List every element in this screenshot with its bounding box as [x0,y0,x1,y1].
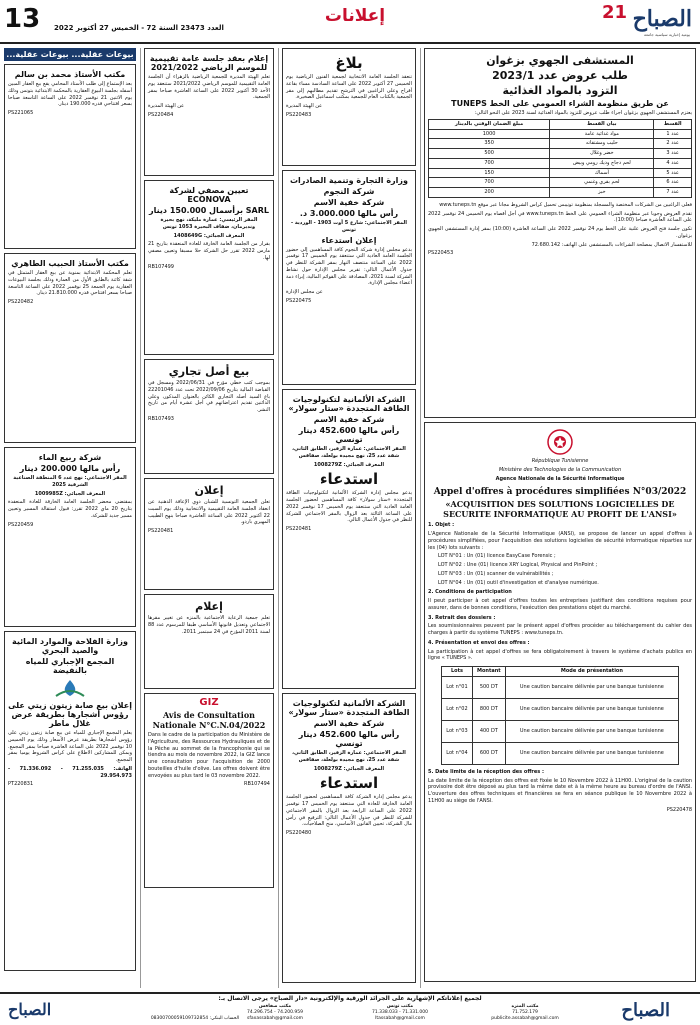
ad-reference: PS220484 [148,111,174,118]
ansi-subtitle: «ACQUISITION DES SOLUTIONS LOGICIELLES DE SECURITE INFORMATIQUE AU PROFIT DE L'ANSI» [443,499,677,520]
office-name: مكتب صفاقس [258,1004,292,1009]
ansi-header-line: République Tunisienne [531,458,589,464]
table-cell: Une caution bancaire délivrée par une banque tunisienne [505,742,678,764]
ad-paragraph: بقرار من الجلسة العامة الخارقة للعادة المنعقدة بتاريخ 21 مارس 2022 تقرر حل الشركة حلا مسبقا وتعيين مصفي لها. [148,241,270,261]
ad-heading: إعلان بيع صابة زيتون زيتي على رؤوس أشجارها بطريقة عرض غلال ماطر [8,701,132,728]
ad-title: إعلام بعقد جلسة عامة تقييمية للموسم الرياضي 2021/2022 [149,54,269,72]
ad-paragraph: La participation à cet appel d'offres se fera obligatoirement à travers le système d'achats publics en ligne « TUNEPS ». [428,648,692,662]
ad-capital: رأس مالها 3.000.000 د. [299,209,399,218]
giz-consultation-ad [144,693,274,888]
ad-paragraph: تقدم العروض وجوبا عبر منظومة الشراء العمومي على الخط www.tuneps.tn في أجل أقصاه يوم الخميس 24 نوفمبر 2022 على الساعة العاشرة صباحا (10:00). [428,210,692,224]
table-cell: 150 [429,168,550,178]
ad-form: شركة خفية الاسم [313,415,385,424]
lot-item: LOT N°04 : Un (01) outil d'investigation et d'analyse numérique. [438,579,599,586]
table-cell: 350 [429,139,550,149]
office-phone: 71.752.179 [512,1010,538,1016]
ad-tax-id: المعرف الجبائي: 1408649G [173,232,245,239]
ad-paragraph: بمقتضى محضر الجلسة العامة الخارقة للعادة المنعقدة بتاريخ 20 ماي 2022 تقرر: قبول استقالة المسير وتعيين مسير جديد للشركة. [8,499,133,519]
footer-bank: الحساب البنكي: 08300700059109732854 [150,1016,240,1021]
star-solar-ordinary-ad [282,389,416,689]
notice-title: بلاغ [335,54,363,72]
ad-heading: إعلان استدعاء [321,235,377,245]
table-cell: لحم دجاج وديك رومي وبيض [550,158,654,168]
ad-reference: PS220482 [8,299,34,305]
ad-title: التزود بالمواد الغذائية [502,84,618,97]
table-cell: خبز [550,188,654,198]
ad-title: تعيين مصفي لشركة ECONOVA [169,186,249,204]
page-footer [0,992,700,1025]
table-cell: Une caution bancaire délivrée par une banque tunisienne [505,720,678,742]
guarantee-table [441,666,679,765]
ad-reference: PS220478 [666,806,692,813]
table-row [429,158,692,168]
ad-paragraph: يدعو مجلس إدارة الشركة الألمانية لتكنولوجيات الطاقة المتجددة «ستار سولار» كافة المساهمين لحضور الجلسة العامة العادية التي ستنعقد يوم الخميس 17 نوفمبر 2022 على الساعة الثالثة بعد الزوال بالمقر الاجتماعي للشركة للنظر في جدول الأعمال التالي. [286,490,412,524]
table-row [429,168,692,178]
ad-reference: PS220483 [286,111,312,118]
ad-address: المقر الاجتماعي: شارع 5 أوت 1903 - الوردية - تونس [291,220,407,233]
ad-title: المستشفى الجهوي بزغوان [486,54,634,67]
ad-company: الشركة الألمانية لتكنولوجيات الطاقة المتجددة «ستار سولار» [288,699,410,717]
table-row [429,149,692,159]
ad-reference: RB107499 [148,263,174,270]
office-name: مكتب المنزه [511,1004,539,1009]
table-cell: Une caution bancaire délivrée par une banque tunisienne [505,676,678,698]
ad-address: المقر الاجتماعي: عمارة الزفير، الطابق الثاني، شقة عدد 25، نهج مجيدة بولعلة، صفاقس [292,750,406,763]
table-cell: 800 DT [472,698,505,720]
footer-office-tunis [345,1004,455,1022]
table-header: القسط [654,119,692,129]
ad-signature: عن مجلس الإدارة [286,289,323,295]
law-office: مكتب الأستاذ محمد بن سالم [14,70,126,79]
table-cell: عدد 5 [654,168,692,178]
ad-reference: PS221065 [8,110,34,116]
table-cell: 700 [429,178,550,188]
table-header: مبلغ الضمان الوقتي بالدينار [429,119,550,129]
ad-intro: يعتزم المستشفى الجهوي بزغوان اجراء طلب عروض للتزود بالمواد الغذائية لسنة 2023 على النحو التالي: [474,110,692,116]
issue-line: العدد 23473 السنة 72 - الخميس 27 أكتوبر 2022 [54,24,224,32]
table-cell: عدد 3 [654,149,692,159]
ad-paragraph: للاستفسار الاتصال بمصلحة الشراءات بالمستشفى على الهاتف: 72.680.142 [531,241,692,248]
social-association-notice [144,594,274,689]
ad-paragraph: تعلم الهيئة المديرة للجمعية الرياضية بالزهراء أن الجلسة العامة التقييمية للموسم الرياضي 2021/2022 ستنعقد يوم الأحد 30 أكتوبر 2022 على الساعة العاشرة صباحا بمقر الجمعية. [148,74,270,101]
table-cell: 500 [429,149,550,159]
ansi-header-line: Agence Nationale de la Sécurité Informatique [495,475,625,482]
ansi-header-line: Ministère des Technologies de la Communication [498,466,622,473]
section-heading: 2. Conditions de participation [428,589,512,596]
ad-paragraph: بموجب كتب خطي مؤرخ في 2022/06/31 ومسجل في القباضة المالية بتاريخ 2022/09/06 تحت عدد 22201046 باع السيد أصله التجاري الكائن بالعنوان المذكور، وعلى الدائنين تقديم اعتراضاتهم في أجل عشرة أيام من تاريخ النشر. [148,380,270,413]
table-row [429,188,692,198]
association-notice [282,48,416,166]
ad-signature: عن الهيئة المديرة [286,103,323,109]
column-left [4,48,136,988]
footer-logo: الصباح [621,1000,670,1021]
section-heading: 5. Date limite de la réception des offres : [428,768,544,775]
page-header [0,0,700,44]
lot-item: LOT N°03 : Un (01) scanner de vulnérabilités ; [438,570,554,577]
section-heading: 1. Objet : [428,522,455,529]
table-cell: Lot n°02 [442,698,473,720]
column-left-center [144,48,274,988]
footer-logo-left: الصباح [8,1000,52,1019]
ad-paragraph: يدعو مجلس إدارة الشركة كافة المساهمين لحضور الجلسة العامة الخارقة للعادة التي ستنعقد يوم الخميس 17 نوفمبر 2022 على الساعة الرابعة بعد الزوال بالمقر الاجتماعي للشركة للنظر في جدول الأعمال التالي: الترفيع في رأس مال الشركة، تحيين القانون الأساسي، منح الصلاحيات. [286,794,412,828]
table-row [429,139,692,149]
ad-address: المقر الرئيسي: عمارة مليكة، نهج بحيرة ونديرمان، ضفاف البحيرة 1053 تونس [160,217,258,230]
table-header: Mode de présentation [505,667,678,677]
ad-title: وزارة التجارة وتنمية الصادرات [290,176,408,185]
table-header: Lots [442,667,473,677]
ad-paragraph: تنعقد الجلسة العامة الانتخابية لجمعية الفنون الرياضية يوم الخميس 27 أكتوبر 2022 على الساعة السادسة مساء بقاعة أفراح وعلى الراغبين في الترشح تقديم مطالبهم إلى مقر الجمعية بالكتاب العام للجمعية بمكتب اسماعيل الصخيرة. [286,74,412,101]
ad-capital: SARL برأسمال 150.000 دينار [149,206,269,215]
ad-address: المقر الاجتماعي: عمارة الزفير، الطابق الثاني، شقة عدد 25، نهج مجيدة بولعلة، صفاقس [292,446,406,459]
ad-capital: رأس مالها 200.000 دينار [19,464,121,473]
ad-paragraph: يعلم المجمع الإجباري للمياه عن بيع صابة زيتون زيتي على رؤوس أشجارها بطريقة عرض الأسعار وذلك يوم الخميس 10 نوفمبر 2022 على الساعة العاشرة صباحا بمقر المجمع. ويمكن للمشاركين الاطلاع على كراس الشروط يوميا بمقر المجمع. [8,730,133,763]
ad-title: بيع أصل تجاري [168,365,250,378]
office-email: sfaxassabah@gmail.com [246,1016,304,1022]
ansi-seal-icon [428,429,692,455]
footer-office-manzah [470,1004,580,1022]
table-cell: أسماك [550,168,654,178]
table-cell: Lot n°04 [442,742,473,764]
table-row [442,698,679,720]
ad-tax-id: المعرف الجبائي: 1008279Z [313,461,385,468]
table-cell: 700 [429,158,550,168]
lots-table [428,119,692,198]
star-solar-extraordinary-ad [282,693,416,983]
column-divider [420,48,421,988]
table-cell: عدد 7 [654,188,692,198]
table-cell: 500 DT [472,676,505,698]
ad-paragraph: La date limite de la réception des offres est fixée le 10 Novembre 2022 à 11H00. L'original de la caution provisoire doit être déposé au plus tard la même date et à la même heure au bureau d'ordre de l'ANSI. L'ouverture des offres techniques et financières se fera en séance publique le 10 Novembre 2022 à 11H00 au siège de l'ANSI. [428,777,692,804]
table-cell: Une caution bancaire délivrée par une banque tunisienne [505,698,678,720]
table-row [442,676,679,698]
ad-title: إعلان [194,484,224,497]
table-cell: Lot n°01 [442,676,473,698]
ad-ministry: وزارة الفلاحة والموارد المائية والصيد البحري [12,637,128,655]
auction-ad-1 [4,64,136,249]
logo-number: 21 [602,2,628,23]
ad-reference: PS220481 [286,526,312,532]
office-phone: 74.200.959 - 74.296.754 [246,1010,304,1016]
liquidator-ad [144,180,274,355]
ad-title: شركة خفية الاسم [313,198,385,207]
ad-paragraph: بعد الإستماع إلى طلب الأستاذ المحامي يقع بيع العقار المبين أسفله بجلسة البيوع العقارية بالمحكمة الابتدائية بتونس وذلك يوم الاثنين 21 نوفمبر 2022 على الساعة التاسعة صباحا بسعر افتتاحي قدره 190.000 دينار. [8,81,132,108]
logo-subtitle: يومية إخبارية سياسية جامعة [643,32,690,37]
water-group-logo-icon [8,678,132,698]
table-cell: 1000 [429,129,550,139]
table-cell: Lot n°03 [442,720,473,742]
table-cell: مواد غذائية عامة [550,129,654,139]
ad-subtitle: عن طريق منظومة الشراء العمومي على الخط TUNEPS [451,99,669,108]
office-phone: 71.331.000 - 71.338.033 [371,1010,429,1016]
business-sale-ad [144,359,274,474]
column-divider [140,48,141,988]
table-cell: عدد 2 [654,139,692,149]
ad-paragraph: L'Agence Nationale de la Sécurité Informatique (ANSI), se propose de lancer un appel d'offres à procédures simplifiées, pour l'acquisition des solutions logicielles de sécurité informatique réparties sur les (04) lots suivants : [428,531,692,551]
table-cell: 400 DT [472,720,505,742]
table-row [442,720,679,742]
column-center [282,48,416,988]
ad-paragraph: فعلى الراغبين من الشركات المختصة والمسجلة بمنظومة تونيبس تحميل كراس الشروط مجانا عبر موقع www.tuneps.tn [439,201,692,208]
ad-paragraph: Il peut participer à cet appel d'offres toutes les entreprises justifiant des conditions requises pour assurer, dans de bonnes conditions, l'exécution des prestations objet du marché. [428,598,692,611]
ad-reference: PS220475 [286,297,312,304]
table-header: Montant [472,667,505,677]
logo-word: الصباح [632,6,692,32]
auction-banner: بيوعات عقلية... بيوعات عقلية... [4,48,136,61]
section-heading: 3. Retrait des dossiers : [428,614,496,621]
ad-company: الشركة الألمانية لتكنولوجيات الطاقة المتجددة «ستار سولار» [288,395,410,413]
table-cell: عدد 1 [654,129,692,139]
company-meeting-ad [282,170,416,385]
ad-reference: RB107493 [148,415,174,422]
table-cell: خضر وغلال [550,149,654,159]
table-cell: لحم بقري وغنمي [550,178,654,188]
ad-reference: PS220481 [148,528,174,534]
ad-company: شركة ربيع الماء [38,453,102,462]
section-title: إعلانات [324,6,386,26]
ad-reference: PS220480 [286,830,312,836]
ansi-title: Appel d'offres à procédures simplifiées N°03/2022 [433,487,687,498]
office-name: مكتب تونس [386,1004,414,1009]
ad-signature: عن الهيئة المديرة [148,103,185,109]
ad-address: المقر الاجتماعي: نهج عدد 6 المنطقة الصناعية الشرقية 2025 [13,475,127,488]
ad-paragraph: تكون جلسة فتح العروض علنية على الخط يوم 24 نوفمبر 2022 على الساعة العاشرة (10:00) بمقر إدارة المستشفى الجهوي بزغوان. [428,226,693,239]
ad-phone: الهاتف: 71.255.035 - 71.336.092 - 29.954.973 [8,765,132,779]
column-divider [278,48,279,988]
office-email: publicite.assabah@gmail.com [491,1016,559,1022]
table-cell: عدد 4 [654,158,692,168]
table-row [442,742,679,764]
ad-title: استدعاء [319,470,379,489]
olive-sale-ad [4,631,136,971]
ad-title: إعلام [195,600,223,613]
column-right [424,48,696,988]
table-header: بيان القسط [550,119,654,129]
lot-item: LOT N°02 : Une (01) licence XRY Logical, Physical and PinPoint ; [438,562,598,568]
ad-title: استدعاء [319,774,379,793]
table-cell: 600 DT [472,742,505,764]
auction-ad-2 [4,253,136,443]
ad-tax-id: المعرف الجبائي: 1008279Z [313,765,385,772]
ad-title: شركة النجوم [323,187,375,196]
giz-logo: GIZ [199,697,219,708]
ad-reference: PS220453 [428,250,454,257]
ad-paragraph: تعلم المحكمة الابتدائية بمنوبة عن بيع العقار المتمثل في شقة كائنة بالطابق الأول من العمارة وذلك بجلسة البيوعات العقارية يوم الجمعة 25 نوفمبر 2022 على الساعة التاسعة صباحا بسعر افتتاحي قدره 21.810.000 دينار. [8,270,132,297]
ad-reference: RB107494 [244,781,270,788]
ansi-tender-ad [424,422,696,982]
company-change-ad [4,447,136,627]
ad-capital: رأس مالها 452.600 دينار تونسي [298,426,400,444]
table-cell: حليب ومشتقاته [550,139,654,149]
ad-form: شركة خفية الاسم [313,719,385,728]
lot-item: LOT N°01 : Un (01) licence EasyCase Forensic ; [438,553,556,560]
ad-paragraph: تعلم جمعية الرعاية الاجتماعية بالمنزه عن تغيير مقرها الاجتماعي وتعديل قانونها الأساسي طبقا للمرسوم عدد 88 لسنة 2011 المؤرخ في 24 سبتمبر 2011. [148,615,270,635]
section-heading: 4. Présentation et envoi des offres : [428,639,530,646]
ad-subtitle: المجمع الإجباري للمياه بالنفيضة [25,657,115,675]
ad-title: Avis de Consultation Nationale N°C.N.04/2022 [152,710,266,730]
table-cell: عدد 6 [654,178,692,188]
table-cell: 200 [429,188,550,198]
law-office: مكتب الأستاذ الحبيب الطاهري [11,259,129,268]
ad-title: طلب عروض عدد 2023/1 [492,69,628,82]
disability-association-notice [144,478,274,590]
hospital-tender-ad [424,48,696,418]
ad-capital: رأس مالها 452.600 دينار تونسي [298,730,400,748]
page-number: 13 [4,4,41,34]
footer-contact-note: لجميع إعلاناتكم الإشهارية على الجرائد الورقية والإلكترونية «دار الصباح» يرجى الاتصال بـ: [218,995,482,1002]
ad-paragraph: بدعو مجلس إدارة شركة النجوم كافة المساهمين إلى حضور الجلسة العامة العادية التي ستنعقد يوم الخميس 17 نوفمبر 2022 على الساعة منتصف النهار بمقر الشركة للنظر في جدول الأعمال التالي: تقرير مجلس الإدارة حول نشاط الشركة لسنة 2021، المصادقة على القوائم المالية، إبراء ذمة أعضاء مجلس الإدارة. [286,246,413,287]
ad-paragraph: تعلن الجمعية التونسية للشبان ذوي الإعاقة الذهنية عن انعقاد الجلسة العامة التقييمية والانتخابية وذلك يوم السبت 22 أكتوبر 2022 على الساعة العاشرة صباحا بنهج الطبيب المهيري باردو. [148,499,270,526]
table-row [429,129,692,139]
ad-reference: PS220459 [8,521,34,528]
office-email: ltassabah@gmail.com [375,1016,425,1022]
ad-paragraph: Dans le cadre de la participation du Ministère de l'Agriculture, des Ressources Hydrauliques et de la Pêche au sommet de la francophonie qui se tiendra au mois de novembre 2022, la GIZ lance une consultation pour l'acquisition de 2000 bouteilles d'huile d'olive. Les offres doivent être envoyées au plus tard le 03 novembre 2022. [148,732,270,779]
newspaper-logo [600,2,692,40]
ad-paragraph: Les soumissionnaires peuvent par le présent appel d'offres procéder au téléchargement du cahier des charges à partir du système TUNEPS : www.tuneps.tn. [428,623,692,636]
sports-club-notice [144,48,274,176]
ad-reference: PT220831 [8,781,34,788]
ad-tax-id: المعرف الجبائي: 1009985Z [34,490,106,497]
table-row [429,178,692,188]
